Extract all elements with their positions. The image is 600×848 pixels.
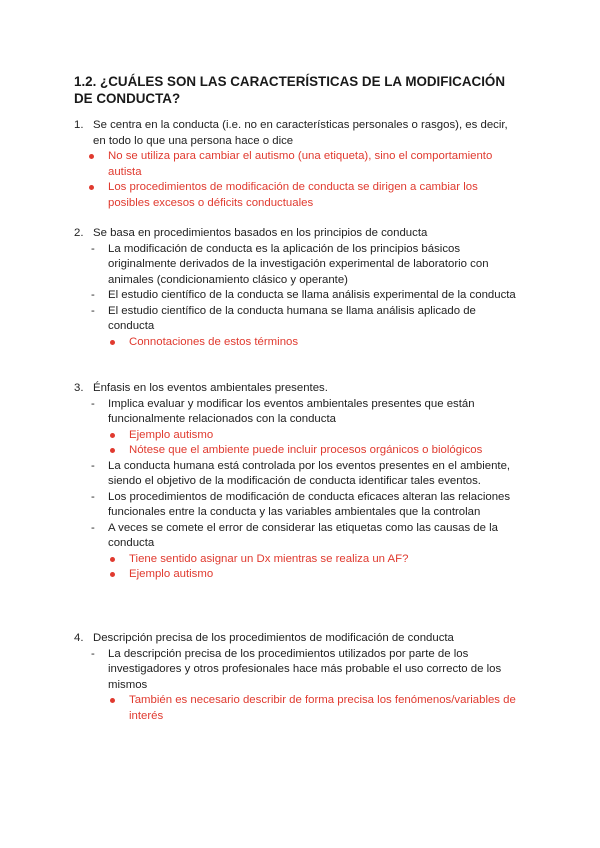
item-text: El estudio científico de la conducta se llama análisis experimental de la conducta xyxy=(108,289,516,301)
dash-icon: - xyxy=(91,490,95,503)
list-item xyxy=(91,647,518,694)
section-text: Descripción precisa de los procedimientos de modificación de conducta xyxy=(93,632,454,644)
list-item xyxy=(129,335,519,351)
section-heading xyxy=(0,226,600,242)
dash-icon: - xyxy=(91,397,95,410)
item-text: El estudio científico de la conducta humana se llama análisis aplicado de conducta xyxy=(108,304,476,332)
list-item xyxy=(91,397,518,428)
section-text: Se basa en procedimientos basados en los principios de conducta xyxy=(93,227,428,239)
bullet-icon xyxy=(110,433,115,438)
bullet-text: No se utiliza para cambiar el autismo (una etiqueta), sino el comportamiento autista xyxy=(108,150,493,178)
dash-icon: - xyxy=(91,289,95,301)
section-text: Énfasis en los eventos ambientales presentes. xyxy=(93,382,328,394)
list-item xyxy=(129,552,519,568)
list-item xyxy=(91,288,518,304)
section-number: 1. xyxy=(74,119,84,131)
section-4 xyxy=(0,631,600,724)
bullet-icon xyxy=(110,572,115,577)
list-item xyxy=(91,304,518,335)
list-item xyxy=(108,180,513,211)
section-heading xyxy=(0,118,600,149)
section-1 xyxy=(0,118,600,211)
section-2 xyxy=(0,226,600,350)
page-title: 1.2. ¿CUÁLES SON LAS CARACTERÍSTICAS DE LA MODIFICACIÓN DE CONDUCTA? xyxy=(74,74,505,106)
dash-icon: - xyxy=(91,304,95,317)
list-item xyxy=(129,567,519,583)
list-item xyxy=(129,693,519,724)
list-item xyxy=(91,459,518,490)
bullet-text: Los procedimientos de modificación de conducta se dirigen a cambiar los posibles excesos o déficits conductuales xyxy=(108,181,478,209)
bullet-text: Tiene sentido asignar un Dx mientras se realiza un AF? xyxy=(129,552,409,565)
bullet-icon xyxy=(110,448,115,453)
item-text: La modificación de conducta es la aplicación de los principios básicos originalmente derivados de la investigación experimental de laboratorio con animales (condicionamiento clásico y operante) xyxy=(108,242,489,286)
bullet-text: Ejemplo autismo xyxy=(129,568,214,580)
section-number: 3. xyxy=(74,382,84,394)
item-text: La conducta humana está controlada por los eventos presentes en el ambiente, siendo el objetivo de la modificación de conducta identificar tales eventos. xyxy=(108,459,511,487)
item-text: Los procedimientos de modificación de conducta eficaces alteran las relaciones funcionales entre la conducta y las variables ambientales que la controlan xyxy=(108,490,511,518)
list-item xyxy=(129,428,519,444)
list-item xyxy=(91,490,518,521)
list-item xyxy=(91,242,518,289)
bullet-text: Ejemplo autismo xyxy=(129,428,214,441)
bullet-icon xyxy=(110,340,115,345)
dash-icon: - xyxy=(91,459,95,472)
dash-icon: - xyxy=(91,647,95,660)
dash-icon: - xyxy=(91,521,95,534)
section-heading xyxy=(0,381,600,397)
bullet-icon xyxy=(110,557,115,562)
section-heading xyxy=(0,631,600,647)
list-item xyxy=(108,149,513,180)
bullet-text: También es necesario describir de forma precisa los fenómenos/variables de interés xyxy=(129,694,516,722)
section-text: Se centra en la conducta (i.e. no en características personales o rasgos), es decir, en todo lo que una persona hace o dice xyxy=(93,119,508,147)
item-text: Implica evaluar y modificar los eventos ambientales presentes que están funcionalmente relacionados con la conducta xyxy=(108,397,475,425)
bullet-icon xyxy=(110,698,115,703)
dash-icon: - xyxy=(91,242,95,255)
list-item xyxy=(129,443,519,459)
item-text: La descripción precisa de los procedimientos utilizados por parte de los investigadores y otros profesionales hace más probable el uso correcto de los mismos xyxy=(108,647,502,691)
section-3 xyxy=(0,381,600,583)
section-number: 4. xyxy=(74,632,84,644)
bullet-icon xyxy=(89,185,94,190)
list-item xyxy=(91,521,518,552)
bullet-text: Connotaciones de estos términos xyxy=(129,335,299,348)
section-number: 2. xyxy=(74,227,84,239)
bullet-text: Nótese que el ambiente puede incluir procesos orgánicos o biológicos xyxy=(129,444,483,456)
bullet-icon xyxy=(89,154,94,159)
item-text: A veces se comete el error de considerar las etiquetas como las causas de la conducta xyxy=(108,521,499,549)
